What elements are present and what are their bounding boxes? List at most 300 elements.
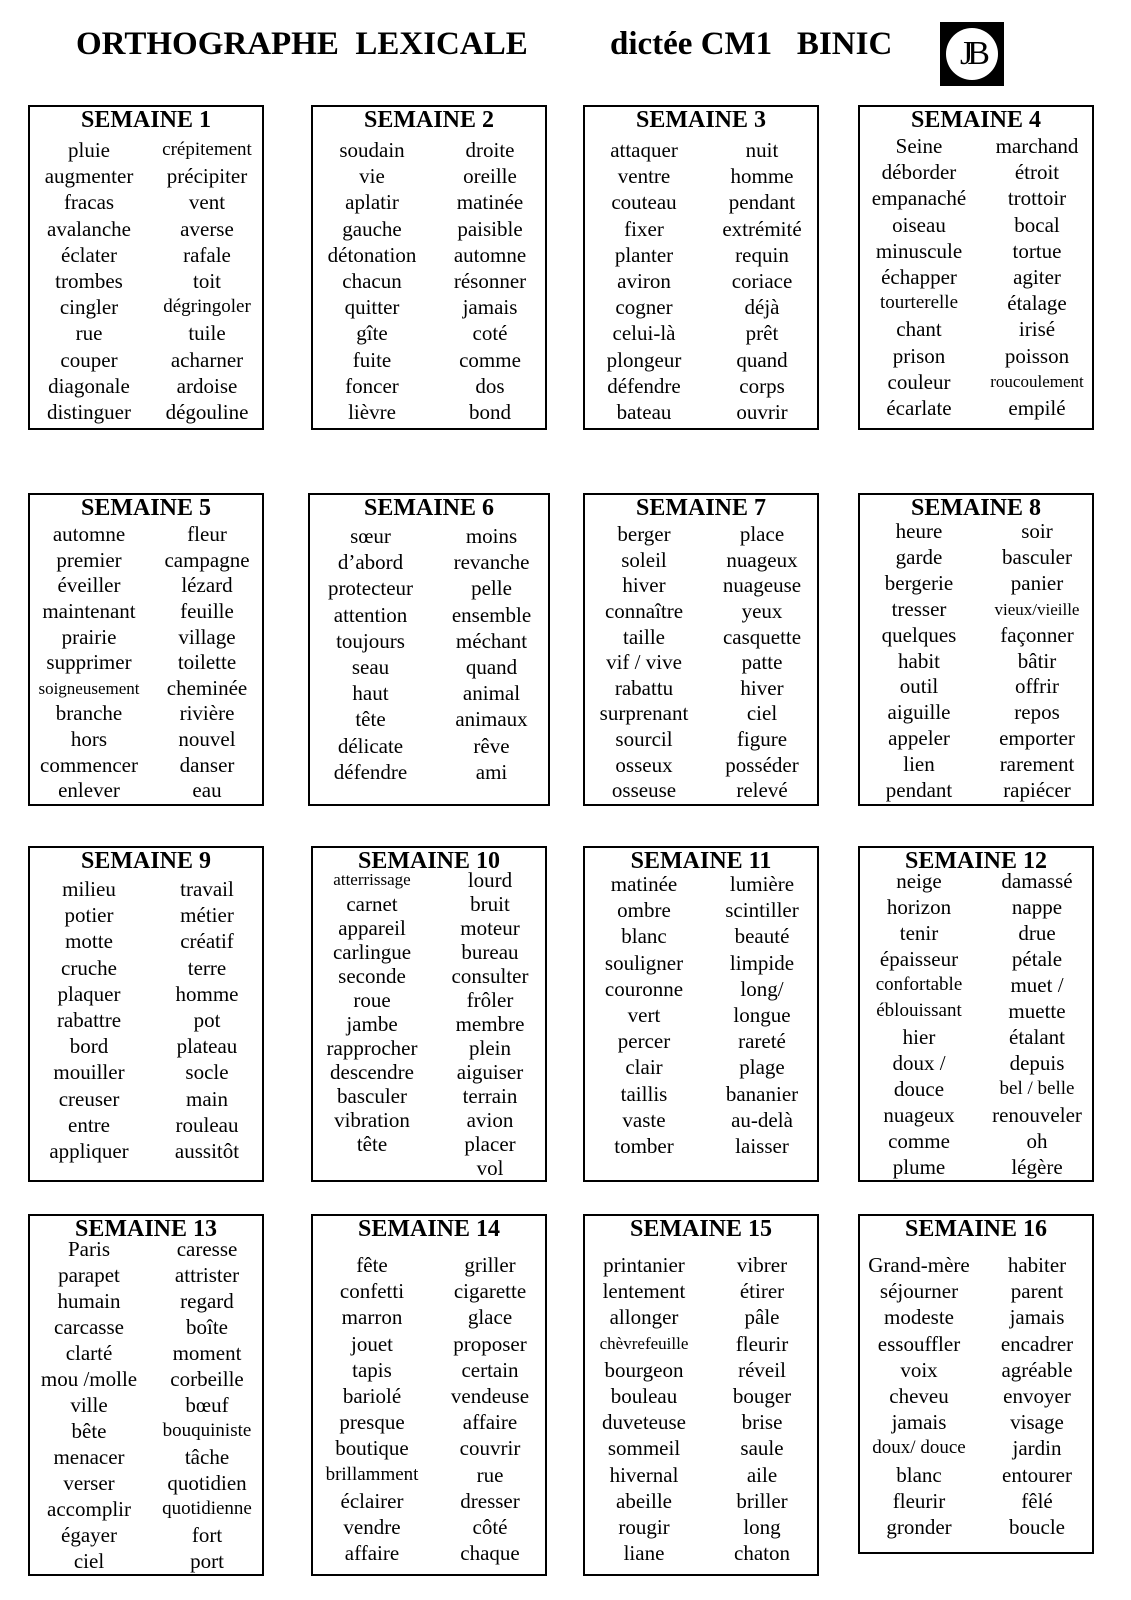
word: éclairer <box>340 1488 404 1513</box>
word: coté <box>472 321 508 346</box>
word: détonation <box>327 242 417 267</box>
word: foncer <box>345 373 399 398</box>
word: ami <box>475 759 508 784</box>
word: dégouline <box>165 400 249 425</box>
word: gauche <box>342 216 402 241</box>
word: souligner <box>604 950 684 975</box>
word: garde <box>895 544 943 569</box>
word: basculer <box>337 1084 407 1108</box>
word: campagne <box>164 547 250 572</box>
word: eau <box>192 778 222 803</box>
word: rabattre <box>56 1008 122 1033</box>
word: hivernal <box>609 1462 679 1487</box>
word: moteur <box>460 916 520 940</box>
word-column-right <box>978 519 1096 804</box>
word: dos <box>475 373 505 398</box>
word: figure <box>736 727 788 752</box>
word-column-right <box>148 1236 266 1574</box>
word: horizon <box>886 895 952 919</box>
word: avalanche <box>47 216 131 241</box>
word: méchant <box>455 628 528 653</box>
word: allonger <box>609 1305 679 1330</box>
word: gronder <box>886 1515 952 1540</box>
word: long <box>743 1515 781 1540</box>
word: chaton <box>734 1541 790 1566</box>
word: cheveu <box>889 1384 949 1409</box>
word: mouiller <box>53 1060 125 1085</box>
word: lentement <box>602 1279 686 1304</box>
word: ventre <box>617 164 671 189</box>
word: au-delà <box>731 1107 793 1132</box>
word: fracas <box>63 190 115 215</box>
word: ville <box>70 1393 108 1417</box>
word: presque <box>339 1410 405 1435</box>
word: tresser <box>891 596 947 621</box>
word: aiguille <box>887 700 951 725</box>
word: aiguiser <box>456 1060 524 1084</box>
word: homme <box>730 164 794 189</box>
word: revanche <box>453 550 530 575</box>
word: étalant <box>1009 1025 1065 1049</box>
word: socle <box>185 1060 229 1085</box>
word: nouvel <box>178 727 236 752</box>
word: doux / <box>892 1051 946 1075</box>
word: percer <box>617 1029 671 1054</box>
word: étroit <box>1014 160 1060 185</box>
word: long/ <box>740 976 784 1001</box>
word: entre <box>68 1112 110 1137</box>
week-box <box>308 493 550 806</box>
word: couleur <box>887 369 951 394</box>
word: prêt <box>745 321 779 346</box>
word: quand <box>736 347 788 372</box>
week-title: SEMAINE 3 <box>635 107 767 133</box>
word: comme <box>888 1129 950 1153</box>
word: verser <box>63 1471 115 1495</box>
word: jardin <box>1012 1436 1062 1461</box>
word: vif / vive <box>606 650 682 675</box>
word: échapper <box>881 265 957 290</box>
word: depuis <box>1009 1051 1065 1075</box>
word-column-left <box>30 522 148 804</box>
word: jamais <box>1009 1305 1065 1330</box>
word: affaire <box>462 1410 518 1435</box>
word-column-right <box>431 523 552 785</box>
week-title: SEMAINE 1 <box>80 107 212 133</box>
word: trombes <box>55 269 123 294</box>
word: maintenant <box>42 598 136 623</box>
word: seau <box>351 655 390 680</box>
word: cruche <box>61 955 117 980</box>
word: tâche <box>184 1445 230 1469</box>
week-title: SEMAINE 7 <box>635 495 767 521</box>
word: agiter <box>1013 265 1061 290</box>
word: seconde <box>338 964 406 988</box>
word: parapet <box>58 1263 120 1287</box>
word: berger <box>617 522 671 546</box>
word: ciel <box>746 701 778 726</box>
jb-logo <box>940 22 1004 86</box>
week-box <box>583 493 819 806</box>
word: muette <box>1008 999 1066 1023</box>
word: terre <box>187 955 227 980</box>
word: empilé <box>1008 396 1066 421</box>
word: brise <box>741 1410 783 1435</box>
word-column-right <box>703 137 821 425</box>
word: fleurir <box>735 1331 789 1356</box>
word: heure <box>895 519 943 543</box>
word-column-left <box>30 1236 148 1574</box>
word: averse <box>180 216 234 241</box>
word: lourd <box>467 868 513 892</box>
word: patte <box>741 650 783 675</box>
word: descendre <box>330 1060 414 1084</box>
word: légère <box>1011 1155 1063 1179</box>
word: toit <box>192 269 221 294</box>
word: glace <box>467 1305 513 1330</box>
word: oh <box>1026 1129 1048 1153</box>
word: attaquer <box>610 138 678 162</box>
word: avion <box>466 1108 514 1132</box>
word: carcasse <box>54 1315 124 1339</box>
word-column-right <box>978 868 1096 1180</box>
word: tuile <box>188 321 226 346</box>
word: automne <box>453 242 527 267</box>
word-column-right <box>431 1252 549 1566</box>
word: Seine <box>895 134 943 158</box>
word: trottoir <box>1007 186 1067 211</box>
word: voix <box>900 1357 938 1382</box>
week-box <box>858 493 1094 806</box>
word: homme <box>175 981 239 1006</box>
word: saule <box>740 1436 784 1461</box>
word-column-right <box>431 137 549 425</box>
word: crépitement <box>162 139 252 160</box>
word: ombre <box>617 898 671 923</box>
word: outil <box>899 674 939 699</box>
word: fixer <box>624 216 664 241</box>
week-box <box>583 1214 819 1576</box>
word: quand <box>465 655 518 680</box>
week-box <box>858 846 1094 1182</box>
word: lumière <box>729 872 795 896</box>
word: bâtir <box>1017 648 1057 673</box>
word: d’abord <box>337 550 404 575</box>
week-box <box>583 846 819 1182</box>
word: hiver <box>622 573 666 598</box>
week-box <box>583 105 819 430</box>
word: menacer <box>53 1445 125 1469</box>
word: celui-là <box>612 321 676 346</box>
word: blanc <box>621 924 667 949</box>
word-column-right <box>148 522 266 804</box>
word: tête <box>355 707 386 732</box>
word: cingler <box>59 295 119 320</box>
word: panier <box>1010 570 1064 595</box>
word: vibration <box>334 1108 410 1132</box>
word: requin <box>735 242 789 267</box>
word: plaquer <box>57 981 121 1006</box>
word: rabattu <box>614 675 674 700</box>
word: écarlate <box>886 396 952 421</box>
word: coriace <box>731 269 793 294</box>
word: doux/ douce <box>872 1437 966 1459</box>
word: agréable <box>1001 1357 1073 1382</box>
word-column-left <box>585 137 703 425</box>
word: attrister <box>174 1263 240 1287</box>
word: couteau <box>611 190 677 215</box>
word: duveteuse <box>602 1410 686 1435</box>
word: cigarette <box>453 1279 527 1304</box>
word: muet / <box>1010 973 1064 997</box>
word: main <box>186 1086 228 1111</box>
jb-logo-letters: JB <box>946 28 998 80</box>
word: surprenant <box>599 701 689 726</box>
word: vent <box>188 190 226 215</box>
week-title: SEMAINE 9 <box>80 848 212 874</box>
word: creuser <box>58 1086 120 1111</box>
word: port <box>190 1549 224 1573</box>
word: nuit <box>745 138 779 162</box>
word: repos <box>1014 700 1060 725</box>
word: modeste <box>884 1305 954 1330</box>
word: tenir <box>899 921 939 945</box>
word: carnet <box>346 892 398 916</box>
word: motte <box>65 929 113 954</box>
word: jamais <box>891 1410 947 1435</box>
week-title: SEMAINE 10 <box>357 848 501 874</box>
word: plongeur <box>606 347 682 372</box>
word: carlingue <box>332 940 412 964</box>
word: oiseau <box>892 212 946 237</box>
word: couronne <box>604 976 684 1001</box>
word: bocal <box>1014 212 1060 237</box>
word: oreille <box>463 164 517 189</box>
word: place <box>739 522 785 546</box>
word: envoyer <box>1003 1384 1071 1409</box>
week-box <box>28 846 264 1182</box>
word-column-right <box>978 133 1096 421</box>
word: offrir <box>1015 674 1059 699</box>
word: paisible <box>457 216 523 241</box>
word: automne <box>52 522 126 546</box>
word: fête <box>356 1253 388 1277</box>
word: rafale <box>183 242 231 267</box>
word: essouffler <box>877 1331 961 1356</box>
word: vie <box>359 164 385 189</box>
word: renouveler <box>992 1103 1082 1127</box>
word: côté <box>472 1515 508 1540</box>
word: poisson <box>1004 343 1070 368</box>
word: nuageuse <box>722 573 802 598</box>
word: protecteur <box>327 576 414 601</box>
word: quotidien <box>167 1471 247 1495</box>
word: gîte <box>356 321 388 346</box>
word: irisé <box>1018 317 1056 342</box>
week-box <box>311 1214 547 1576</box>
word: égayer <box>61 1523 117 1547</box>
word-column-left <box>860 133 978 421</box>
word: clair <box>625 1055 663 1080</box>
word-column-left <box>860 1252 978 1540</box>
word: roucoulement <box>990 371 1084 391</box>
word: déjà <box>744 295 780 320</box>
word: beauté <box>734 924 790 949</box>
page-title: ORTHOGRAPHE LEXICALE <box>76 26 528 62</box>
word: emporter <box>999 726 1075 751</box>
word: ensemble <box>451 602 532 627</box>
word: limpide <box>729 950 795 975</box>
word: Paris <box>68 1237 110 1261</box>
word: premier <box>56 547 122 572</box>
word: laisser <box>735 1134 789 1159</box>
word: couper <box>60 347 118 372</box>
word: marchand <box>995 134 1079 158</box>
word: Grand-mère <box>868 1253 970 1277</box>
word: bergerie <box>884 570 954 595</box>
word: habiter <box>1007 1253 1067 1277</box>
word: supprimer <box>46 650 132 675</box>
word: potier <box>64 903 114 928</box>
word: jamais <box>462 295 518 320</box>
word: bourgeon <box>604 1357 684 1382</box>
week-title: SEMAINE 11 <box>630 848 772 874</box>
word: humain <box>57 1289 121 1313</box>
word: animaux <box>455 707 528 732</box>
word-column-left <box>30 137 148 425</box>
word: haut <box>352 681 389 706</box>
word: briller <box>736 1488 788 1513</box>
word: pâle <box>744 1305 780 1330</box>
word: vibrer <box>736 1253 788 1277</box>
word: travail <box>180 877 234 901</box>
word: épaisseur <box>879 947 959 971</box>
word: accomplir <box>47 1497 131 1521</box>
word-column-left <box>860 519 978 804</box>
word: abeille <box>616 1488 672 1513</box>
word: soudain <box>339 138 405 162</box>
word: bond <box>469 400 511 425</box>
word: fleurir <box>892 1488 946 1513</box>
word-column-left <box>860 868 978 1180</box>
word: fêlé <box>1021 1488 1053 1513</box>
week-title: SEMAINE 12 <box>904 848 1048 874</box>
word: animal <box>462 681 521 706</box>
word: fuite <box>352 347 392 372</box>
word: lien <box>903 752 935 777</box>
word: aile <box>746 1462 778 1487</box>
word: plein <box>469 1036 511 1060</box>
word: quitter <box>344 295 400 320</box>
word: tortue <box>1012 238 1062 263</box>
word: métier <box>180 903 234 928</box>
word: drue <box>1018 921 1056 945</box>
word: confetti <box>339 1279 405 1304</box>
word: membre <box>455 1012 525 1036</box>
word: plateau <box>176 1034 238 1059</box>
week-title: SEMAINE 5 <box>80 495 212 521</box>
word: terrain <box>462 1084 518 1108</box>
word: appliquer <box>49 1139 129 1164</box>
week-title: SEMAINE 14 <box>357 1216 501 1242</box>
word: chacun <box>342 269 402 294</box>
word: encadrer <box>1000 1331 1074 1356</box>
word: fleur <box>187 522 227 546</box>
word: boîte <box>186 1315 228 1339</box>
word: appeler <box>888 726 950 751</box>
word: rue <box>476 1462 504 1487</box>
word: printanier <box>603 1253 685 1277</box>
word: hors <box>70 727 108 752</box>
word: douce <box>893 1077 945 1101</box>
word: attention <box>333 602 408 627</box>
word: relevé <box>736 778 788 803</box>
word: cogner <box>615 295 673 320</box>
word: milieu <box>62 877 116 901</box>
word: clarté <box>65 1341 113 1365</box>
word: boutique <box>335 1436 409 1461</box>
word: caresse <box>176 1237 238 1261</box>
word: bord <box>69 1034 109 1059</box>
word: étirer <box>739 1279 785 1304</box>
word: boucle <box>1009 1515 1065 1540</box>
word: séjourner <box>879 1279 959 1304</box>
word: chèvrefeuille <box>599 1333 689 1353</box>
word: toilette <box>177 650 237 675</box>
word: nuageux <box>883 1103 955 1127</box>
word: sourcil <box>615 727 673 752</box>
word: basculer <box>1002 544 1072 569</box>
word: défendre <box>333 759 408 784</box>
word: aviron <box>617 269 671 294</box>
week-box <box>311 105 547 430</box>
word: tête <box>356 1132 388 1156</box>
word: précipiter <box>166 164 248 189</box>
word: consulter <box>451 964 529 988</box>
word: bateau <box>616 400 672 425</box>
word: toujours <box>336 628 405 653</box>
word: liane <box>623 1541 665 1566</box>
word: parent <box>1010 1279 1064 1304</box>
word: bariolé <box>342 1384 402 1409</box>
word: lièvre <box>348 400 396 425</box>
word: entourer <box>1002 1462 1072 1487</box>
word: bureau <box>461 940 519 964</box>
word: connaître <box>604 598 684 623</box>
word: certain <box>461 1357 519 1382</box>
word: distinguer <box>47 400 131 425</box>
word: comme <box>459 347 521 372</box>
word: rarement <box>999 752 1075 777</box>
word: soleil <box>621 547 667 572</box>
word: mou /molle <box>40 1367 138 1391</box>
word: plage <box>739 1055 785 1080</box>
word: rareté <box>738 1029 786 1054</box>
word-column-right <box>148 137 266 425</box>
word: affaire <box>344 1541 400 1566</box>
word: cheminée <box>166 675 248 700</box>
word: prison <box>892 343 946 368</box>
word: proposer <box>453 1331 527 1356</box>
word: rivière <box>179 701 235 726</box>
word-column-right <box>703 871 821 1159</box>
word: déborder <box>881 160 957 185</box>
word: sommeil <box>607 1436 681 1461</box>
word: fort <box>191 1523 223 1547</box>
word: griller <box>464 1253 516 1277</box>
word: neige <box>896 869 942 893</box>
word: pluie <box>68 138 110 162</box>
